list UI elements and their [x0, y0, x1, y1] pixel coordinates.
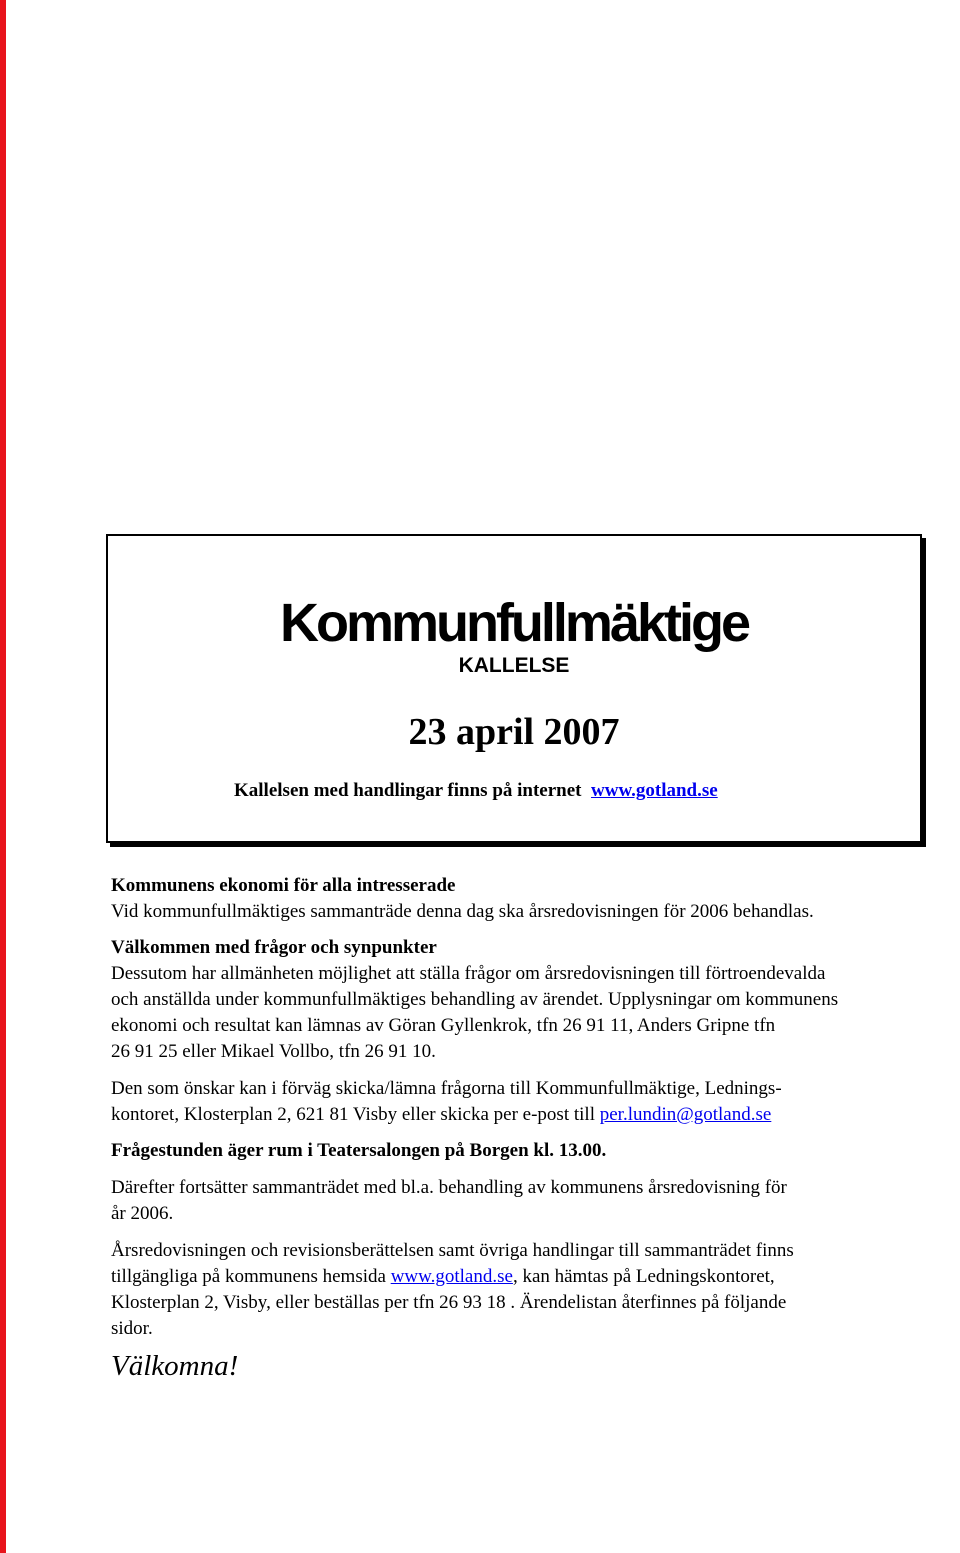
economy-text: Vid kommunfullmäktiges sammanträde denna dag ska årsredovisningen för 2006 behandlas.: [111, 901, 814, 922]
email-link[interactable]: per.lundin@gotland.se: [599, 1104, 772, 1125]
homepage-link[interactable]: www.gotland.se: [390, 1266, 513, 1287]
questions-heading: Välkommen med frågor och synpunkter: [111, 937, 437, 958]
meeting-date: 23 april 2007: [408, 711, 620, 753]
internet-notice-text: Kallelsen med handlingar finns på internet: [234, 780, 582, 801]
docs-line-4: sidor.: [111, 1318, 153, 1339]
session-line-1: Därefter fortsätter sammanträdet med bl.a. behandling av kommunens årsredovisning för: [111, 1177, 787, 1198]
questions-line-2: och anställda under kommunfullmäktiges behandling av ärendet. Upplysningar om kommunens: [111, 989, 839, 1010]
send-line-2-text: kontoret, Klosterplan 2, 621 81 Visby eller skicka per e-post till: [111, 1104, 595, 1125]
economy-heading: Kommunens ekonomi för alla intresserade: [111, 875, 456, 896]
session-heading: Frågestunden äger rum i Teatersalongen på Borgen kl. 13.00.: [111, 1140, 607, 1161]
send-line-1: Den som önskar kan i förväg skicka/lämna frågorna till Kommunfullmäktige, Lednings-: [111, 1078, 782, 1099]
left-accent-bar: [0, 0, 6, 1553]
docs-line-1: Årsredovisningen och revisionsberättelsen samt övriga handlingar till sammanträdet finns: [111, 1240, 794, 1261]
internet-notice: [234, 780, 718, 802]
title-box: [106, 534, 922, 843]
questions-line-4: 26 91 25 eller Mikael Vollbo, tfn 26 91 10.: [111, 1041, 436, 1062]
docs-line-2-suffix: , kan hämtas på Ledningskontoret,: [512, 1266, 775, 1287]
closing-greeting: Välkomna!: [111, 1350, 239, 1382]
document-title: Kommunfullmäktige: [279, 593, 749, 653]
docs-line-2: [111, 1264, 960, 1290]
session-line-2: år 2006.: [111, 1203, 174, 1224]
questions-line-1: Dessutom har allmänheten möjlighet att ställa frågor om årsredovisningen till förtroendevalda: [111, 963, 826, 984]
document-subtitle: KALLELSE: [458, 654, 570, 677]
docs-line-2-text: tillgängliga på kommunens hemsida: [111, 1266, 386, 1287]
docs-line-3: Klosterplan 2, Visby, eller beställas per tfn 26 93 18 . Ärendelistan återfinnes på följande: [111, 1292, 787, 1313]
website-link[interactable]: www.gotland.se: [591, 780, 718, 801]
questions-line-3: ekonomi och resultat kan lämnas av Göran Gyllenkrok, tfn 26 91 11, Anders Gripne tfn: [111, 1015, 776, 1036]
send-line-2: [111, 1102, 960, 1128]
